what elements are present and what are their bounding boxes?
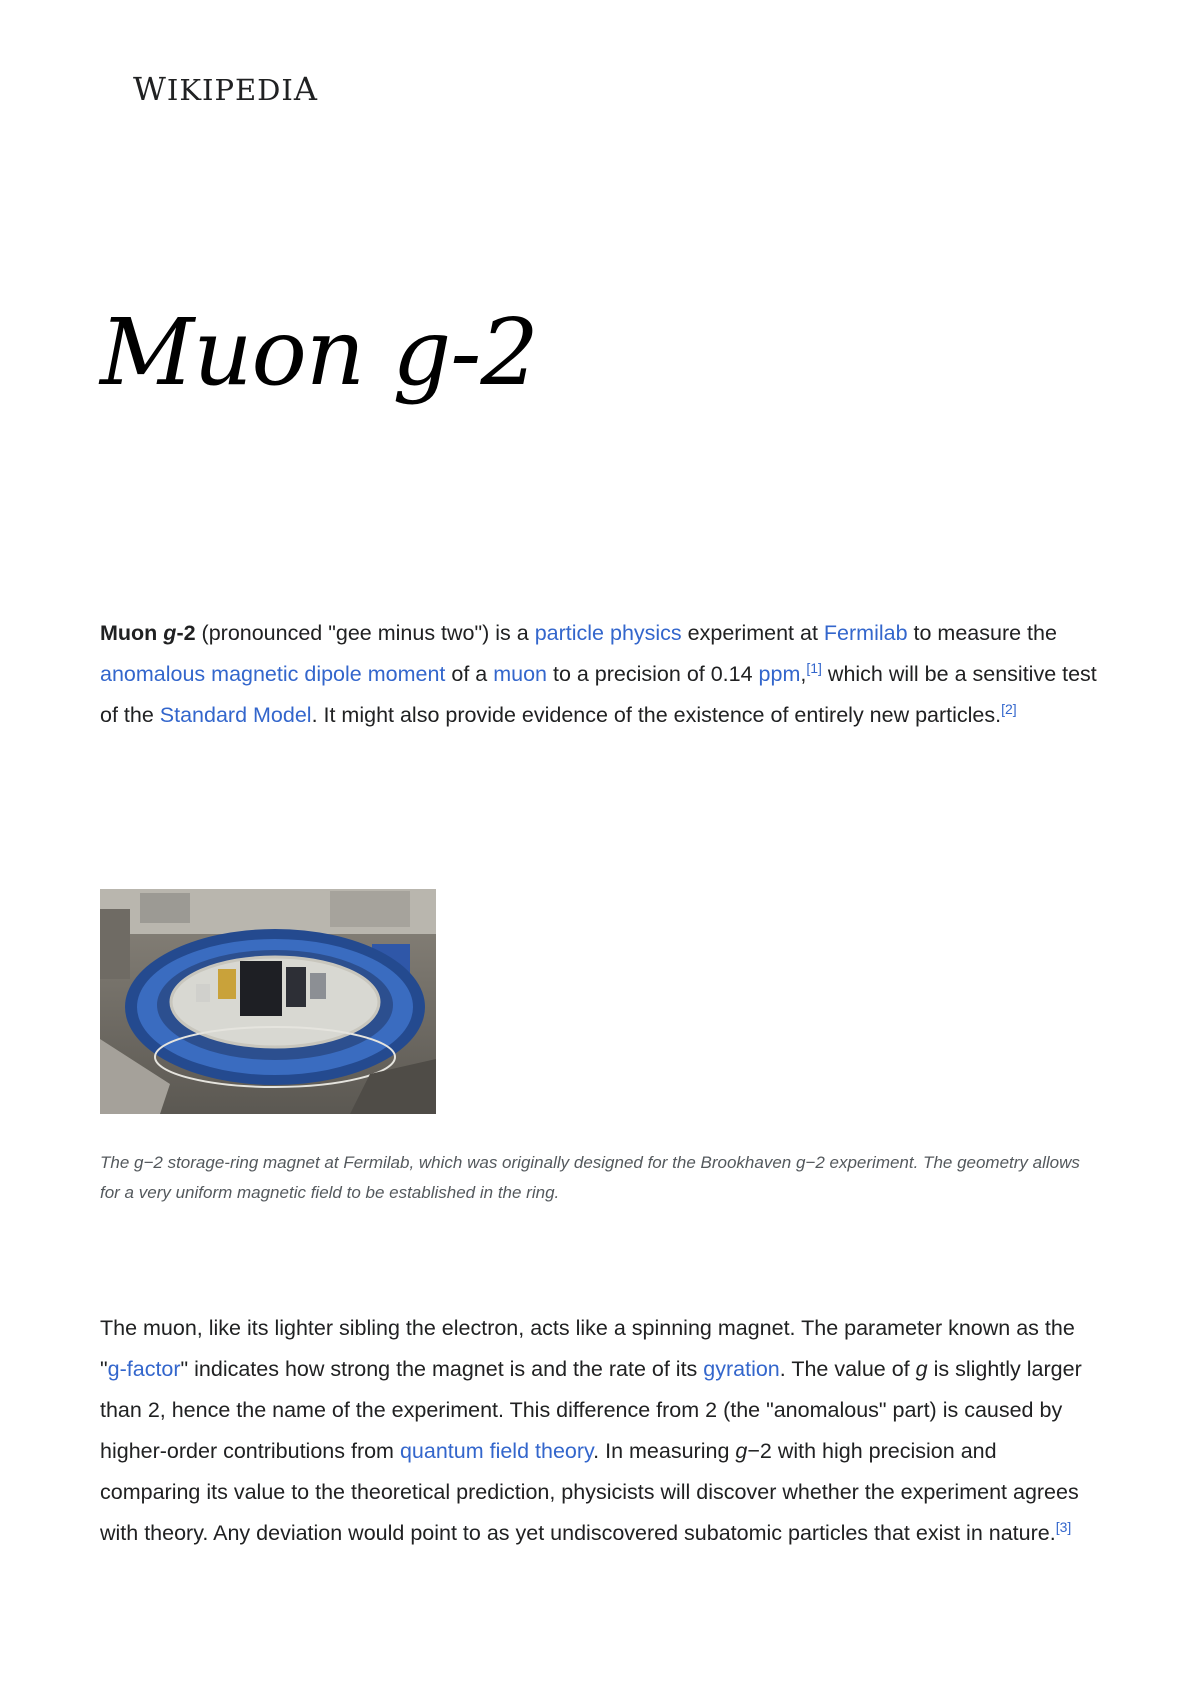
link-g-factor[interactable]: g-factor [107,1357,181,1381]
storage-ring-photo[interactable] [100,889,436,1114]
link-fermilab[interactable]: Fermilab [823,621,908,645]
storage-ring-image [100,889,436,1114]
reference-2[interactable]: [2] [1001,700,1017,717]
logo-letter-last: A [293,70,318,108]
link-quantum-field-theory[interactable]: quantum field theory [399,1439,594,1463]
reference-1[interactable]: [1] [806,659,822,676]
link-standard-model[interactable]: Standard Model [159,703,312,727]
link-gyration[interactable]: gyration [703,1357,780,1381]
link-ppm[interactable]: ppm [758,662,801,686]
link-muon[interactable]: muon [493,662,547,686]
wikipedia-logo[interactable] [133,70,318,108]
body-paragraph: The muon, like its lighter sibling the electron, acts like a spinning magnet. The parameter known as the "g-factor" indicates how strong the magnet is and the rate of its gyration. The value of g is slightly larger than 2, hence the name of the experiment. This difference from 2 (the "anomalous" part) is caused by higher-order contributions from quantum field theory. In measuring g−2 with high precision and comparing its value to the theoretical prediction, physicists will discover whether the experiment agrees with theory. Any deviation would point to as yet undiscovered subatomic particles that exist in nature.[3] [100,1316,1082,1545]
link-particle-physics[interactable]: particle physics [534,621,682,645]
lead-paragraph: Muon g-2 (pronounced "gee minus two") is a particle physics experiment at Fermilab to measure the anomalous magnetic dipole moment of a muon to a precision of 0.14 ppm,[1] which will be a sensitive test of the Standard Model. It might also provide evidence of the existence of entirely new particles.[2] [100,621,1097,727]
figure-caption: The g−2 storage-ring magnet at Fermilab, which was originally designed for the Brookhaven g−2 experiment. The geometry allows for a very uniform magnetic field to be established in the ring. [100,1153,1080,1202]
link-anomalous-magnetic-dipole-moment[interactable]: anomalous magnetic dipole moment [100,662,446,686]
lead-bold-title: Muon g-2 [100,621,196,645]
logo-letter-first: W [133,70,167,108]
logo-letters: IKIPEDI [166,73,294,107]
reference-3[interactable]: [3] [1055,1518,1072,1535]
page-title: Muon g-2 [100,299,538,406]
